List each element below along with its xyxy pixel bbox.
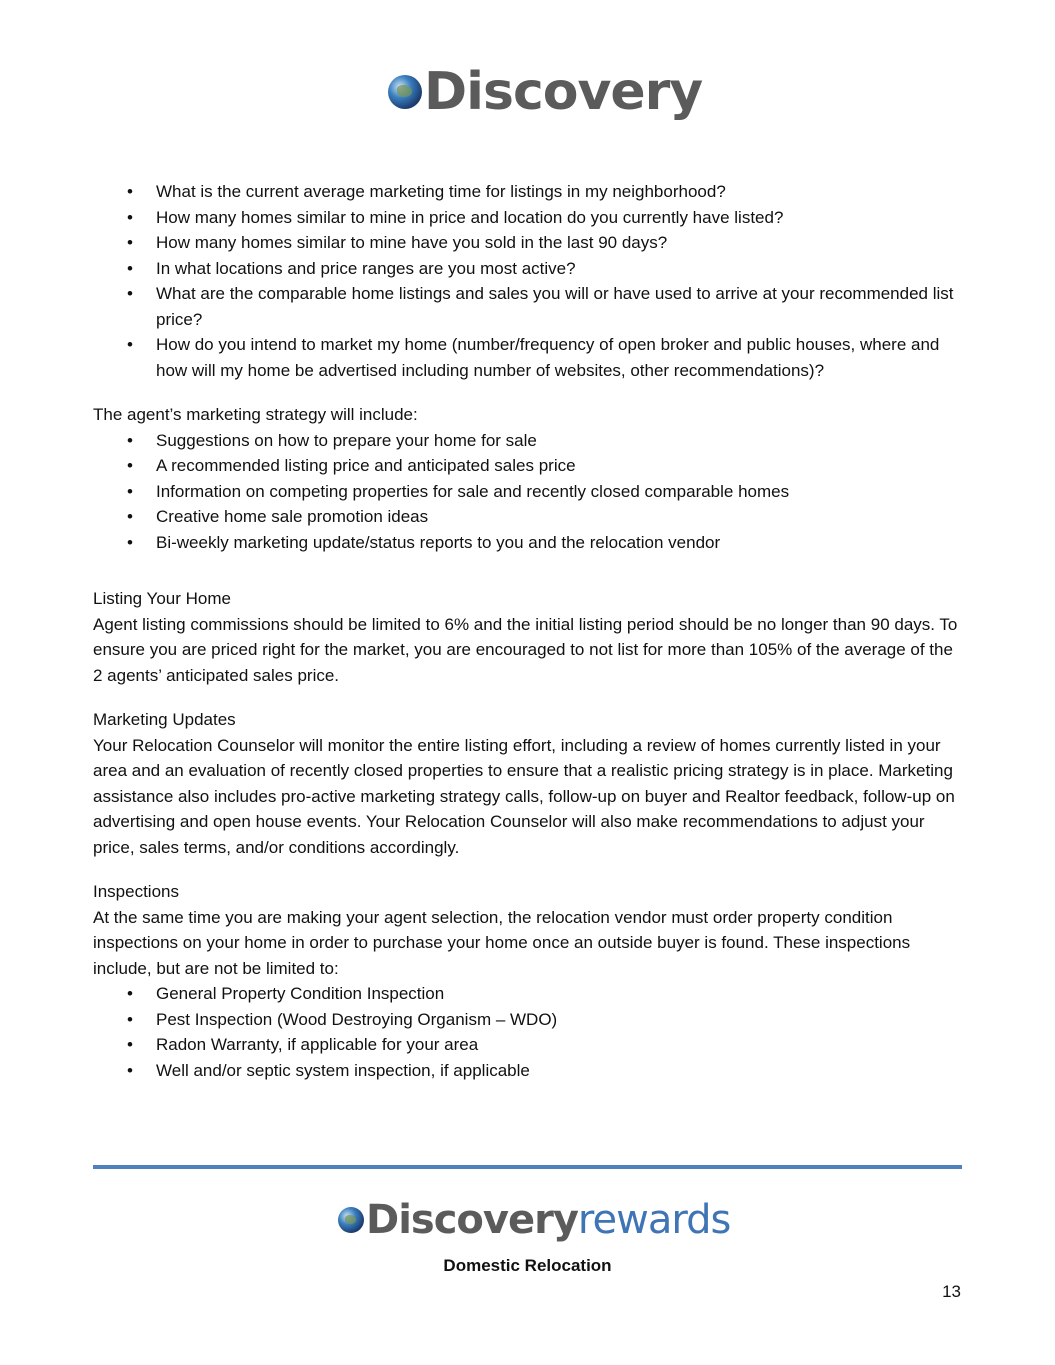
listing-body: Agent listing commissions should be limited to 6% and the initial listing period should be no longer than 90 days. To ensure you are priced right for the market, you are encouraged to not list for more than 105% of the average of the 2 agents’ anticipated sales price.	[93, 614, 958, 685]
discovery-rewards-logo	[338, 1196, 730, 1244]
strategy-list	[93, 428, 963, 556]
list-item: • How do you intend to market my home (number/frequency of open broker and public houses, where and how will my home be advertised including number of websites, other recommendations)?	[93, 332, 963, 383]
list-item: • Suggestions on how to prepare your home for sale	[93, 428, 963, 454]
discovery-logo	[388, 62, 702, 122]
document-body	[93, 179, 963, 1083]
list-item: • General Property Condition Inspection	[93, 981, 963, 1007]
list-item: • Pest Inspection (Wood Destroying Organism – WDO)	[93, 1007, 963, 1033]
footer-title: Domestic Relocation	[443, 1256, 612, 1275]
list-item: • Information on competing properties for sale and recently closed comparable homes	[93, 479, 963, 505]
strategy-intro: The agent’s marketing strategy will include:	[93, 405, 418, 424]
list-item: • What is the current average marketing time for listings in my neighborhood?	[93, 179, 963, 205]
list-item: • How many homes similar to mine have you sold in the last 90 days?	[93, 230, 963, 256]
list-item: • Well and/or septic system inspection, if applicable	[93, 1058, 963, 1084]
updates-heading: Marketing Updates	[93, 710, 236, 729]
page-number: 13	[942, 1282, 961, 1301]
list-item: • Bi-weekly marketing update/status reports to you and the relocation vendor	[93, 530, 963, 556]
list-item: • In what locations and price ranges are you most active?	[93, 256, 963, 282]
list-item: • Radon Warranty, if applicable for your area	[93, 1032, 963, 1058]
updates-body: Your Relocation Counselor will monitor the entire listing effort, including a review of homes currently listed in your area and an evaluation of recently closed properties to ensure that a realistic pricing strategy is in place. Marketing assistance also includes pro-active marketing strategy calls, follow-up on buyer and Realtor feedback, follow-up on advertising and open house events. Your Relocation Counselor will also make recommendations to adjust your price, sales terms, and/or conditions accordingly.	[93, 735, 955, 857]
list-item: • Creative home sale promotion ideas	[93, 504, 963, 530]
list-item: • A recommended listing price and anticipated sales price	[93, 453, 963, 479]
globe-icon	[338, 1207, 364, 1233]
inspections-heading: Inspections	[93, 882, 179, 901]
logo-wordmark-bold: Discovery	[366, 1197, 578, 1243]
list-item: • What are the comparable home listings and sales you will or have used to arrive at your recommended list price?	[93, 281, 963, 332]
list-item: • How many homes similar to mine in price and location do you currently have listed?	[93, 205, 963, 231]
logo-wordmark: Discovery	[424, 62, 703, 122]
inspections-body: At the same time you are making your agent selection, the relocation vendor must order property condition inspections on your home in order to purchase your home once an outside buyer is found. These inspections include, but are not be limited to:	[93, 907, 911, 978]
listing-heading: Listing Your Home	[93, 589, 231, 608]
logo-wordmark-light: rewards	[577, 1197, 731, 1243]
questions-list	[93, 179, 963, 383]
inspections-list	[93, 981, 963, 1083]
footer-divider	[93, 1165, 962, 1169]
globe-icon	[388, 75, 422, 109]
